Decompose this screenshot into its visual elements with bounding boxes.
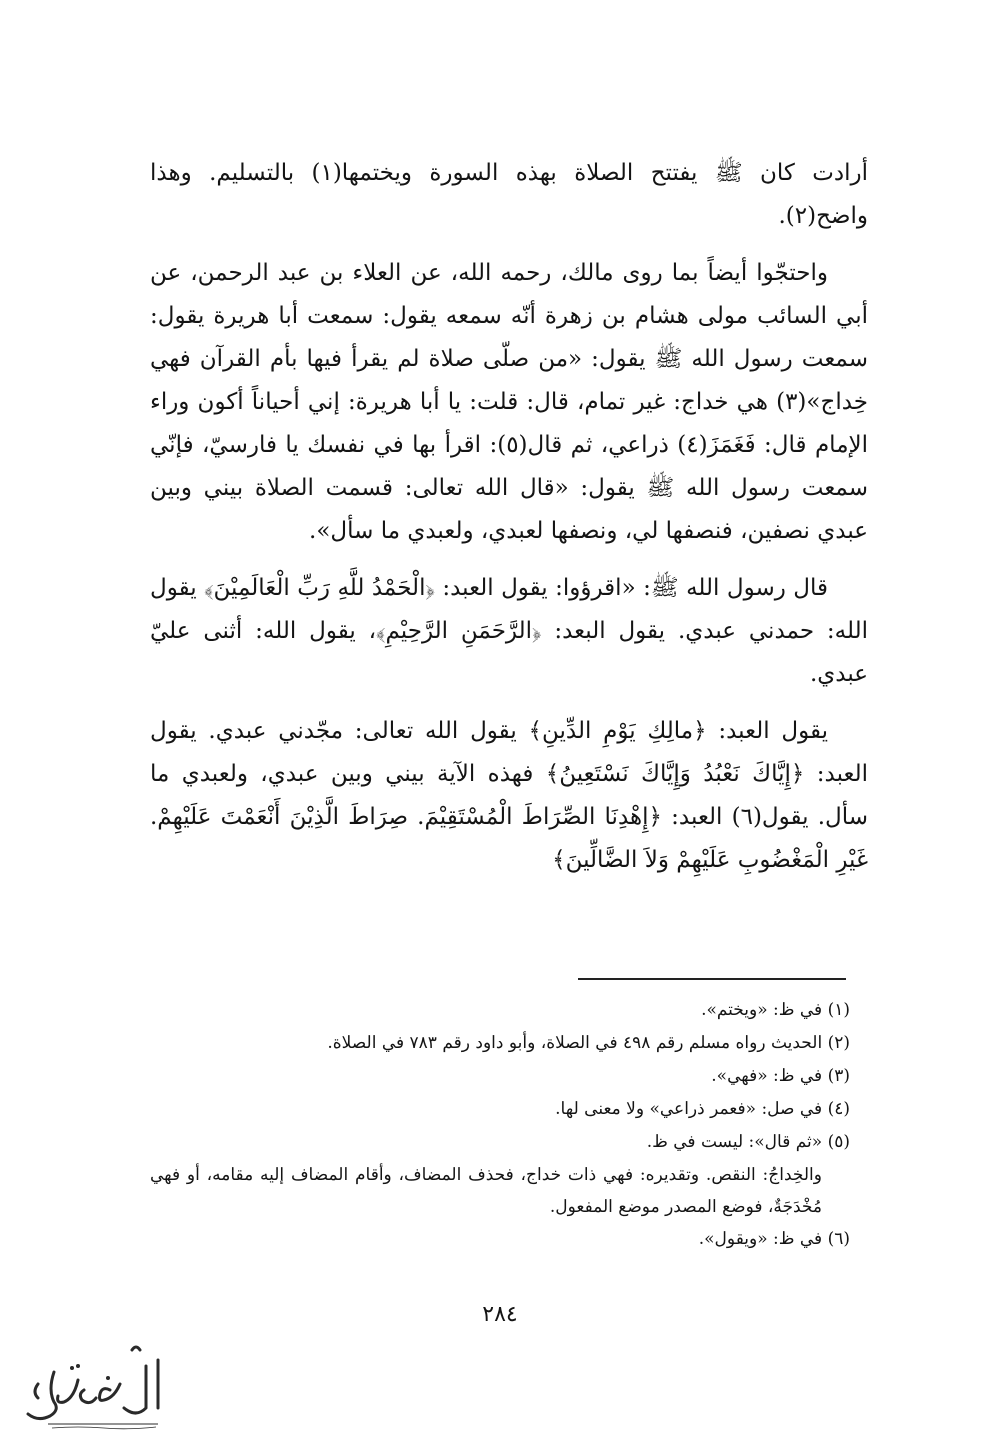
page-number: ٢٨٤ xyxy=(482,1302,518,1327)
library-stamp-logo xyxy=(8,1340,168,1432)
footnote-4: (٤) في صل: «فعمر ذراعي» ولا معنى لها. xyxy=(555,1099,850,1119)
footnotes xyxy=(150,994,850,1256)
paragraph-malik-hadith: واحتجّوا أيضاً بما روى مالك، رحمه الله، عن العلاء بن عبد الرحمن، عن أبي السائب مولى هشام بن زهرة أنّه سمعه يقول: سمعت أبا هريرة يقول: سمعت رسول الله ﷺ يقول: «من صلّى صلاة لم يقرأ فيها بأم القرآن فهي خِداج»(٣) هي خداج: غير تمام، قال: قلت: يا أبا هريرة: إني أحياناً أكون وراء الإمام قال: فَغَمَزَ(٤) ذراعي، ثم قال(٥): اقرأ بها في نفسك يا فارسيّ، فإنّي سمعت رسول الله ﷺ يقول: «قال الله تعالى: قسمت الصلاة بيني وبين عبدي نصفين، فنصفها لي، ونصفها لعبدي، ولعبدي ما سأل». xyxy=(150,260,869,544)
footnote-6: (٦) في ظ: «ويقول». xyxy=(698,1229,850,1249)
footnote-5: (٥) «ثم قال»: ليست في ظ. xyxy=(646,1132,850,1152)
paragraph-continuation: أرادت كان ﷺ يفتتح الصلاة بهذه السورة ويختمها(١) بالتسليم. وهذا واضح(٢). xyxy=(150,160,868,229)
footnote-5-explanation: والخِداجُ: النقص. وتقديره: فهي ذات خداج، فحذف المضاف، وأقام المضاف إليه مقامه، أو فهي مُخْدَجَةٌ، فوضع المصدر موضع المفعول. xyxy=(150,1165,822,1217)
footnote-2: (٢) الحديث رواه مسلم رقم ٤٩٨ في الصلاة، وأبو داود رقم ٧٨٣ في الصلاة. xyxy=(327,1033,850,1053)
footnote-separator xyxy=(578,978,846,980)
paragraph-fatiha-division: قال رسول الله ﷺ: «اقرؤوا: يقول العبد: ﴿الْحَمْدُ للَّهِ رَبِّ الْعَالَمِيْنَ﴾ يقول الله: حمدني عبدي. يقول البعد: ﴿الرَّحَمَنِ الرَّحِيْمِ﴾، يقول الله: أثنى عليّ عبدي. xyxy=(150,575,868,687)
body-text xyxy=(150,152,868,896)
paragraph-fatiha-ending: يقول العبد: ﴿مالِكِ يَوْمِ الدِّينِ﴾ يقول الله تعالى: مجّدني عبدي. يقول العبد: ﴿إِيَّاكَ نَعْبُدُ وَإِيَّاكَ نَسْتَعِينُ﴾ فهذه الآية بيني وبين عبدي، ولعبدي ما سأل. يقول(٦) العبد: ﴿إِهْدِنَا الصِّرَاطَ الْمُسْتَقِيْمَ. صِرَاطَ الَّذِيْنَ أَنْعَمْتَ عَلَيْهِمْ. غَيْرِ الْمَغْضُوبِ عَلَيْهِمْ وَلاَ الضَّالِّينَ﴾ xyxy=(150,718,869,873)
footnote-3: (٣) في ظ: «فهي». xyxy=(711,1066,850,1086)
footnote-1: (١) في ظ: «ويختم». xyxy=(701,1000,850,1020)
